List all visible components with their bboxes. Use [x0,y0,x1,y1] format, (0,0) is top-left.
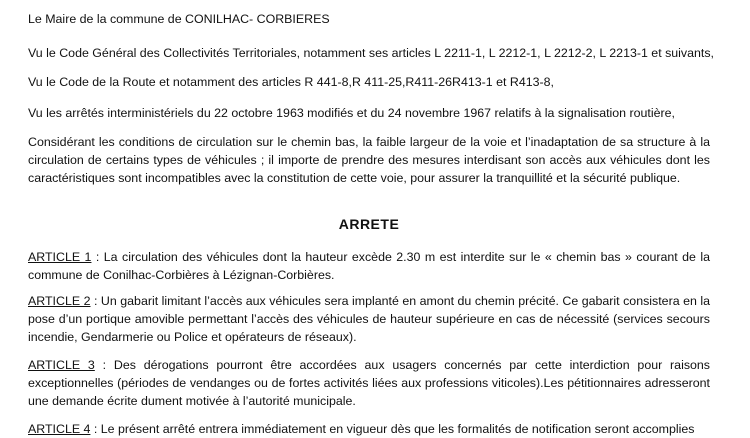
article-3-label: ARTICLE 3 [28,358,95,372]
article-1-text: : La circulation des véhicules dont la hauteur excède 2.30 m est interdite sur le « chemin bas » courant de la commune de Conilhac-Corbières à Lézignan-Corbières. [28,250,711,282]
mayor-heading: Le Maire de la commune de CONILHAC- CORBIERES [28,12,330,26]
article-4-text: : Le présent arrêté entrera immédiatement en vigueur dès que les formalités de notification seront accomplies [90,422,695,436]
visa-1: Vu le Code Général des Collectivités Territoriales, notamment ses articles L 2211-1, L 2212-1, L 2212-2, L 2213-1 et suivants, [28,46,714,60]
article-2-label: ARTICLE 2 [28,294,91,308]
visa-3: Vu les arrêtés interministériels du 22 octobre 1963 modifiés et du 24 novembre 1967 relatifs à la signalisation routière, [28,106,675,120]
article-3 [28,356,710,410]
article-3-text: : Des dérogations pourront être accordées aux usagers concernés par cette interdiction pour raisons exceptionnelles (périodes de vendanges ou de fortes activités liées aux professions viticoles).Les pétitionnaires adresseront une demande écrite dument motivée à l’autorité municipale. [28,358,710,408]
article-4 [28,420,694,438]
decree-title: ARRETE [338,216,400,232]
article-2-text: : Un gabarit limitant l’accès aux véhicules sera implanté en amont du chemin précité. Ce gabarit consistera en la pose d’un portique amovible permettant l’accès des véhicules de hauteur supérieure en cas de nécessité (services secours incendie, Gendarmerie ou Police et opérateurs de réseaux). [28,294,711,344]
article-2 [28,292,710,346]
considerant-paragraph: Considérant les conditions de circulation sur le chemin bas, la faible largeur de la voie et l’inadaptation de sa structure à la circulation de certains types de véhicules ; il importe de prendre des mesures interdisant son accès aux véhicules dont les caractéristiques sont incompatibles avec la constitution de cette voie, pour assurer la tranquillité et la sécurité publique. [28,135,710,185]
article-4-label: ARTICLE 4 [28,422,91,436]
visa-2: Vu le Code de la Route et notamment des articles R 441-8,R 411-25,R411-26R413-1 et R413-8, [28,75,554,89]
article-1-label: ARTICLE 1 [28,250,92,264]
article-1 [28,248,710,284]
